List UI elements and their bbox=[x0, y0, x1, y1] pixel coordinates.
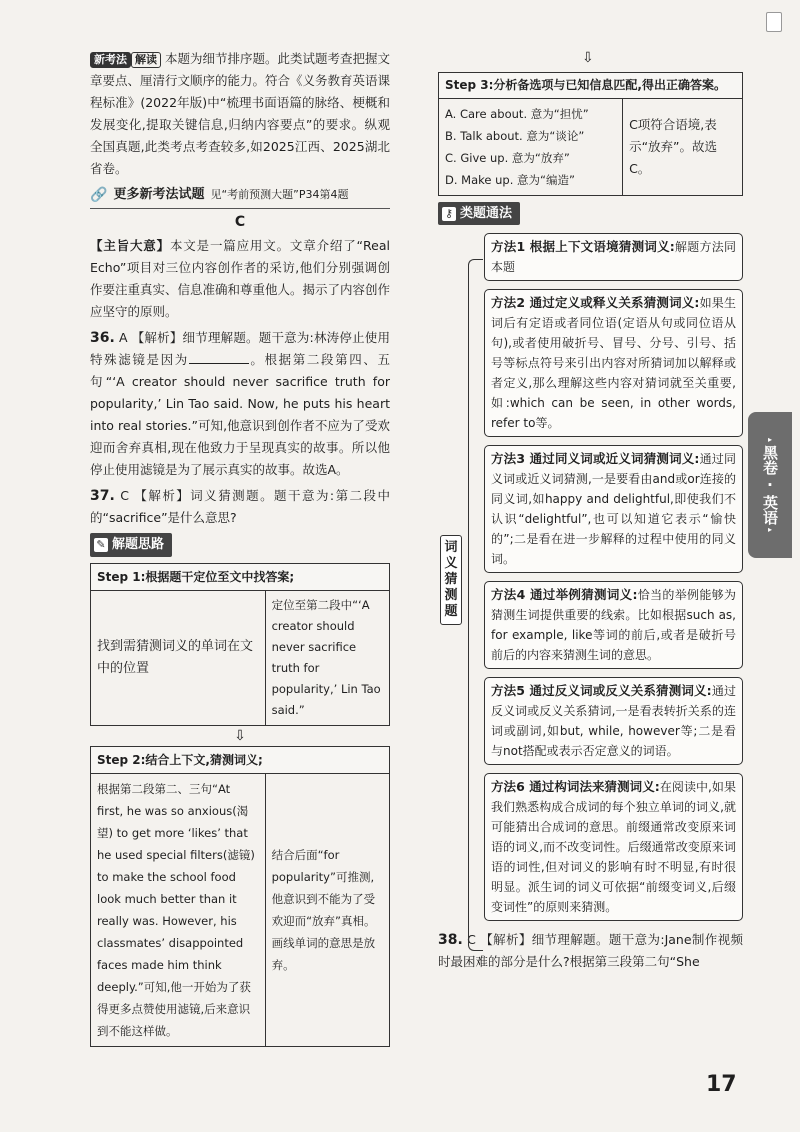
theme-paragraph bbox=[90, 235, 390, 323]
step2-box bbox=[90, 746, 390, 1047]
triangle-down-icon: ▸ bbox=[767, 525, 772, 534]
link-icon: 🔗 bbox=[90, 187, 108, 203]
new-method-tag: 新考法 bbox=[90, 52, 131, 68]
intro-text: 本题为细节排序题。此类试题考查把握文章要点、厘清行文顺序的能力。符合《义务教育英语课程标准》(2022年版)中“梳理书面语篇的脉络、梗概和发展变化,提取关键信息,归纳内容要点”的要求。纵观全国真题,此类考点考查较多,如2025江西、2025湖北省卷。 bbox=[90, 51, 391, 176]
q37-text: C 【解析】词义猜测题。题干意为:第二段中的“sacrifice”是什么意思? bbox=[90, 488, 390, 525]
option-d: D. Make up. 意为“编造” bbox=[445, 173, 575, 187]
method-1 bbox=[484, 233, 743, 281]
solution-approach-badge bbox=[90, 533, 172, 557]
step1-right: 定位至第二段中“‘A creator should never sacrifice truth for popularity,’ Lin Tao said.” bbox=[271, 598, 381, 717]
method-6-title: 方法6 通过构词法来猜测词义: bbox=[491, 779, 660, 794]
method-3 bbox=[484, 445, 743, 573]
triangle-up-icon: ▸ bbox=[767, 435, 772, 444]
answer-blank bbox=[189, 351, 249, 364]
right-column bbox=[438, 70, 743, 972]
general-method-badge bbox=[438, 202, 520, 225]
side-tab-line1: 黑卷 bbox=[761, 445, 779, 475]
top-down-arrow-icon: ⇩ bbox=[582, 50, 594, 66]
down-arrow-icon: ⇩ bbox=[234, 728, 246, 744]
interpret-tag: 解读 bbox=[131, 52, 161, 68]
notepad-icon: ✎ bbox=[94, 538, 108, 552]
methods-group bbox=[438, 233, 743, 921]
section-letter: C bbox=[234, 214, 246, 230]
method-5-title: 方法5 通过反义词或反义关系猜测词义: bbox=[491, 683, 712, 698]
step3-options bbox=[439, 99, 623, 195]
step2-left: 根据第二段第二、三句“At first, he was so anxious(渴望) to get more ‘likes’ that he used special filters(滤镜) to make the school food look much better than it really was. However, his classmates’ disappointed faces made him think deeply.”可知,他一开始为了获得更多点赞使用滤镜,后来意识到不能这样做。 bbox=[91, 774, 266, 1046]
method-3-title: 方法3 通过同义词或近义词猜测词义: bbox=[491, 451, 700, 466]
more-subtitle: 见“考前预测大题”P34第4题 bbox=[210, 188, 349, 201]
step2-heading: Step 2:结合上下文,猜测词义; bbox=[91, 747, 389, 774]
method-2-title: 方法2 通过定义或释义关系猜测词义: bbox=[491, 295, 700, 310]
step1-box bbox=[90, 563, 390, 726]
step2-body bbox=[91, 774, 389, 1046]
question-37 bbox=[90, 485, 390, 529]
method-4-title: 方法4 通过举例猜测词义: bbox=[491, 587, 638, 602]
q38-text: C 【解析】细节理解题。题干意为:Jane制作视频时最困难的部分是什么?根据第三段第二句“She bbox=[438, 932, 743, 969]
question-36 bbox=[90, 327, 390, 481]
step3-body bbox=[439, 99, 742, 195]
solution-approach-label: 解题思路 bbox=[112, 537, 165, 552]
q36-post: 。根据第二段第四、五句“‘A creator should never sacrifice truth for popularity,’ Lin Tao said. Now, he puts his heart into real stories.”可知,他意识到创作者不应为了受欢迎而舍弃真相,现在他致力于呈现真实的故事。所以他停止使用滤镜是为了展示真实的故事。故选A。 bbox=[90, 352, 390, 477]
step3-box bbox=[438, 72, 743, 196]
q36-pre: A 【解析】细节理解题。题干意为:林涛停止使用特殊滤镜是因为 bbox=[90, 330, 390, 367]
left-column bbox=[90, 48, 390, 1047]
general-method-label: 类题通法 bbox=[460, 206, 513, 221]
method-1-body: 解题方法同本题 bbox=[491, 240, 736, 274]
key-icon: ⚷ bbox=[442, 207, 456, 221]
theme-text: 本文是一篇应用文。文章介绍了“Real Echo”项目对三位内容创作者的采访,他们分别强调创作要注重真实、信息准确和尊重他人。揭示了内容创作应坚守的原则。 bbox=[90, 238, 391, 319]
step3-heading: Step 3:分析备选项与已知信息匹配,得出正确答案。 bbox=[439, 73, 742, 99]
bracket-line bbox=[468, 259, 483, 951]
q36-number: 36. bbox=[90, 330, 115, 346]
q37-number: 37. bbox=[90, 488, 115, 504]
method-5 bbox=[484, 677, 743, 765]
subject-side-tab bbox=[748, 412, 792, 558]
step3-right: C项符合语境,表示“放弃”。故选C。 bbox=[629, 117, 718, 176]
question-38 bbox=[438, 929, 743, 972]
more-questions-heading bbox=[90, 184, 390, 209]
option-c: C. Give up. 意为“放弃” bbox=[445, 151, 570, 165]
side-tab-line2: 英语 bbox=[761, 495, 779, 525]
step2-right: 结合后面“for popularity”可推测,他意识到不能为了受欢迎而“放弃”真相。画线单词的意思是放弃。 bbox=[271, 848, 376, 972]
step1-body bbox=[91, 591, 389, 725]
method-2 bbox=[484, 289, 743, 437]
vertical-label: 词义猜测题 bbox=[440, 535, 462, 625]
theme-label: 【主旨大意】 bbox=[90, 238, 170, 253]
method-4-body: 恰当的举例能够为猜测生词提供重要的线索。比如根据such as, for example, like等词的前后,或者是破折号前后的内容来猜测生词的意思。 bbox=[491, 588, 736, 662]
option-b: B. Talk about. 意为“谈论” bbox=[445, 129, 585, 143]
method-4 bbox=[484, 581, 743, 669]
side-tab-dot: · bbox=[767, 476, 773, 494]
intro-paragraph bbox=[90, 48, 390, 180]
step1-left: 找到需猜测词义的单词在文中的位置 bbox=[91, 591, 266, 725]
method-6-body: 在阅读中,如果我们熟悉构成合成词的每个独立单词的词义,就可能猜出合成词的意思。前缀通常改变原来词语的词义,而不改变词性。后缀通常改变原来词语的词性,但对词义的影响有时不明显,有时很明显。派生词的词义可依据“前缀变词义,后缀变词性”的原则来猜测。 bbox=[491, 780, 736, 914]
method-3-body: 通过同义词或近义词猜测,一是要看由and或or连接的同义词,如happy and delightful,即使我们不认识“delightful”,也可以知道它表示“愉快的”;二是看在进一步解释的过程中使用的同义词。 bbox=[491, 452, 736, 566]
method-2-body: 如果生词后有定语或者同位语(定语从句或同位语从句),或者使用破折号、冒号、分号、引号、括号等标点符号来引出内容对所猜词加以解释或者定义,那么理解这些内容对猜词就至关重要,如:which can be seen, in other words, refer to等。 bbox=[491, 296, 736, 430]
method-6 bbox=[484, 773, 743, 921]
more-title: 更多新考法试题 bbox=[113, 187, 205, 202]
step1-heading: Step 1:根据题干定位至文中找答案; bbox=[91, 564, 389, 591]
q38-number: 38. bbox=[438, 932, 463, 948]
method-5-body: 通过反义词或反义关系猜词,一是看表转折关系的连词或副词,如but, while, however等;二是看与not搭配或表示否定意义的词语。 bbox=[491, 684, 736, 758]
option-a: A. Care about. 意为“担忧” bbox=[445, 107, 589, 121]
method-1-title: 方法1 根据上下文语境猜测词义: bbox=[491, 239, 675, 254]
corner-mark bbox=[766, 12, 782, 32]
page-number: 17 bbox=[706, 1072, 737, 1097]
